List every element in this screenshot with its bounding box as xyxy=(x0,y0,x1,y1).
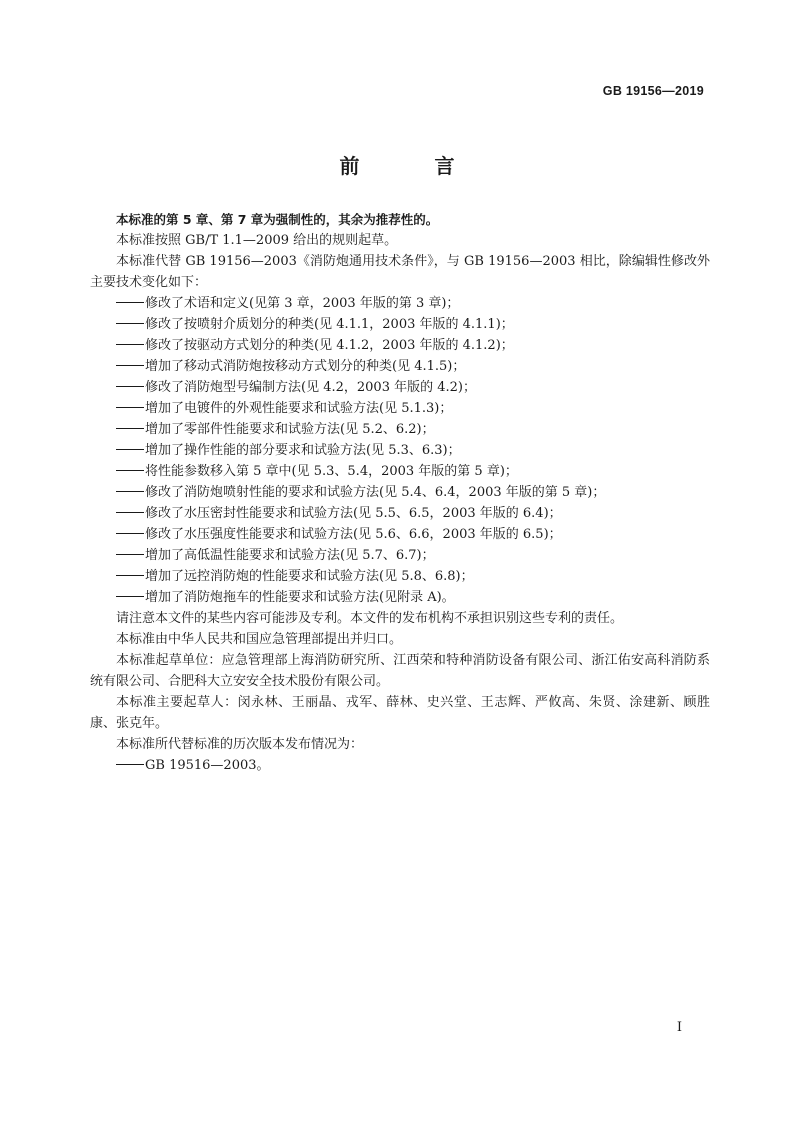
em-dash-mark xyxy=(116,554,144,556)
list-item xyxy=(90,356,710,377)
list-item-text: 修改了术语和定义(见第 3 章，2003 年版的第 3 章)； xyxy=(145,296,460,311)
list-item xyxy=(90,566,710,587)
em-dash-mark xyxy=(116,764,144,766)
list-item xyxy=(90,461,710,482)
em-dash-mark xyxy=(116,533,144,535)
list-item-text: 修改了水压强度性能要求和试验方法(见 5.6、6.6，2003 年版的 6.5)； xyxy=(145,527,562,542)
page-title: 前 言 xyxy=(339,154,489,178)
em-dash-mark xyxy=(116,596,144,598)
list-item-text: 修改了水压密封性能要求和试验方法(见 5.5、6.5，2003 年版的 6.4)； xyxy=(145,506,562,521)
list-item xyxy=(90,587,710,608)
list-item xyxy=(90,419,710,440)
em-dash-mark xyxy=(116,323,144,325)
list-item-text: 修改了按驱动方式划分的种类(见 4.1.2，2003 年版的 4.1.2)； xyxy=(145,338,514,353)
list-item xyxy=(90,755,710,776)
list-item-text: 增加了电镀件的外观性能要求和试验方法(见 5.1.3)； xyxy=(145,401,453,416)
drafting-rules-paragraph: 本标准按照 GB/T 1.1—2009 给出的规则起草。 xyxy=(116,233,398,248)
drafting-units-paragraph: 本标准起草单位：应急管理部上海消防研究所、江西荣和特种消防设备有限公司、浙江佑安高科消防系统有限公司、合肥科大立安安全技术股份有限公司。 xyxy=(90,653,710,689)
list-item-text: 修改了消防炮型号编制方法(见 4.2，2003 年版的 4.2)； xyxy=(145,380,476,395)
list-item-text: 增加了远控消防炮的性能要求和试验方法(见 5.8、6.8)； xyxy=(145,569,474,584)
list-item-text: 修改了按喷射介质划分的种类(见 4.1.1，2003 年版的 4.1.1)； xyxy=(145,317,514,332)
em-dash-mark xyxy=(116,428,144,430)
foreword-body xyxy=(90,209,710,776)
list-item xyxy=(90,398,710,419)
list-item-text: 增加了高低温性能要求和试验方法(见 5.7、6.7)； xyxy=(145,548,435,563)
list-item-text: 增加了操作性能的部分要求和试验方法(见 5.3、6.3)； xyxy=(145,443,461,458)
list-item xyxy=(90,524,710,545)
patent-notice-paragraph: 请注意本文件的某些内容可能涉及专利。本文件的发布机构不承担识别这些专利的责任。 xyxy=(116,611,624,626)
replacement-paragraph: 本标准代替 GB 19156—2003《消防炮通用技术条件》，与 GB 19156—2003 相比，除编辑性修改外主要技术变化如下： xyxy=(90,254,710,290)
list-item xyxy=(90,293,710,314)
list-item-text: 增加了消防炮拖车的性能要求和试验方法(见附录 A)。 xyxy=(145,590,455,605)
em-dash-mark xyxy=(116,407,144,409)
list-item-text: 将性能参数移入第 5 章中(见 5.3、5.4，2003 年版的第 5 章)； xyxy=(145,464,518,479)
em-dash-mark xyxy=(116,470,144,472)
drafters-paragraph: 本标准主要起草人：闵永林、王丽晶、戎军、薛林、史兴堂、王志辉、严攸高、朱贤、涂建新、顾胜康、张克年。 xyxy=(90,695,710,731)
mandatory-clause-paragraph: 本标准的第 5 章、第 7 章为强制性的，其余为推荐性的。 xyxy=(116,212,439,227)
list-item xyxy=(90,314,710,335)
list-item-text: 修改了消防炮喷射性能的要求和试验方法(见 5.4、6.4，2003 年版的第 5 章)； xyxy=(145,485,606,500)
list-item-text: 增加了移动式消防炮按移动方式划分的种类(见 4.1.5)； xyxy=(145,359,466,374)
em-dash-mark xyxy=(116,365,144,367)
proposer-paragraph: 本标准由中华人民共和国应急管理部提出并归口。 xyxy=(116,632,403,647)
previous-version-text: GB 19516—2003。 xyxy=(145,758,270,773)
list-item xyxy=(90,545,710,566)
list-item-text: 增加了零部件性能要求和试验方法(见 5.2、6.2)； xyxy=(145,422,435,437)
em-dash-mark xyxy=(116,575,144,577)
previous-versions-intro: 本标准所代替标准的历次版本发布情况为： xyxy=(116,737,364,752)
changes-list xyxy=(90,293,710,608)
em-dash-mark xyxy=(116,344,144,346)
standard-code: GB 19156—2019 xyxy=(602,84,704,98)
em-dash-mark xyxy=(116,512,144,514)
em-dash-mark xyxy=(116,449,144,451)
list-item xyxy=(90,377,710,398)
list-item xyxy=(90,440,710,461)
em-dash-mark xyxy=(116,386,144,388)
em-dash-mark xyxy=(116,302,144,304)
em-dash-mark xyxy=(116,491,144,493)
list-item xyxy=(90,482,710,503)
page-number: I xyxy=(676,1020,682,1035)
list-item xyxy=(90,335,710,356)
list-item xyxy=(90,503,710,524)
